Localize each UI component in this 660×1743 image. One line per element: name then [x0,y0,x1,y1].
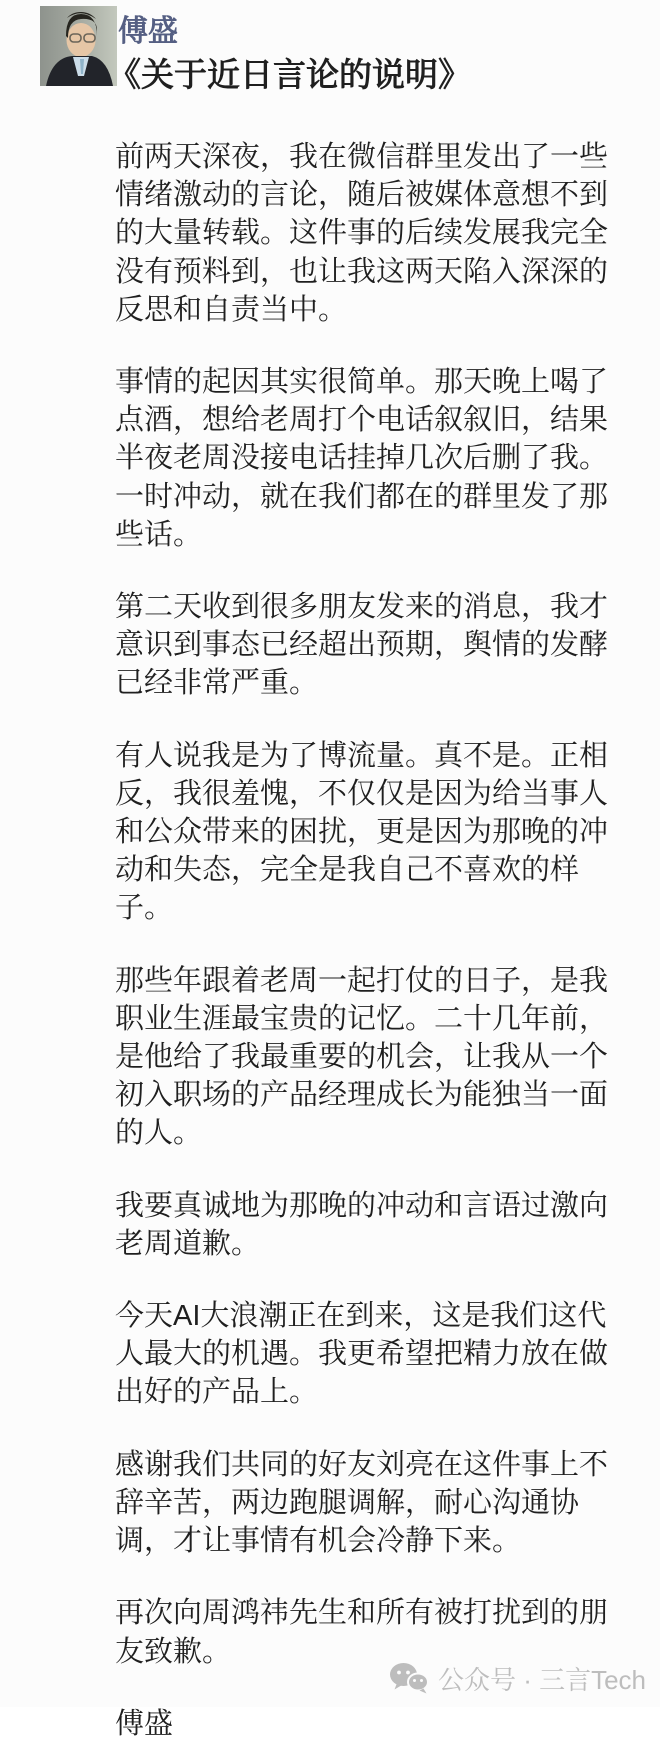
post-paragraph: 再次向周鸿祎先生和所有被打扰到的朋友致歉。 [115,1597,609,1668]
post-paragraph: 那些年跟着老周一起打仗的日子，是我职业生涯最宝贵的记忆。二十几年前，是他给了我最重要的机会，让我从一个初入职场的产品经理成长为能独当一面的人。 [115,964,609,1150]
avatar[interactable] [40,6,117,86]
watermark [389,1660,646,1697]
signature: 傅盛 [115,1707,174,1740]
watermark-label: 公众号 · 三言Tech [437,1665,646,1695]
post-paragraph: 前两天深夜，我在微信群里发出了一些情绪激动的言论，随后被媒体意想不到的大量转载。这件事的后续发展我完全没有预料到，也让我这两天陷入深深的反思和自责当中。 [115,141,609,326]
post-body [115,138,615,1743]
post-paragraph: 事情的起因其实很简单。那天晚上喝了点酒，想给老周打个电话叙叙旧，结果半夜老周没接电话挂掉几次后删了我。一时冲动，就在我们都在的群里发了那些话。 [115,366,609,551]
post-paragraph: 有人说我是为了博流量。真不是。正相反，我很羞愧，不仅仅是因为给当事人和公众带来的困扰，更是因为那晚的冲动和失态，完全是我自己不喜欢的样子。 [115,739,609,925]
post-paragraph: 今天AI大浪潮正在到来，这是我们这代人最大的机遇。我更希望把精力放在做出好的产品上。 [115,1300,609,1409]
post-paragraph: 我要真诚地为那晚的冲动和言语过激向老周道歉。 [115,1189,609,1260]
post-title: 《关于近日言论的说明》 [108,56,471,93]
author-name: 傅盛 [118,15,178,48]
post-paragraph: 第二天收到很多朋友发来的消息，我才意识到事态已经超出预期，舆情的发酵已经非常严重。 [115,591,609,700]
wechat-icon [389,1662,429,1696]
post-paragraph: 感谢我们共同的好友刘亮在这件事上不辞辛苦，两边跑腿调解，耐心沟通协调，才让事情有机会冷静下来。 [115,1448,609,1558]
avatar-portrait-image [40,6,117,86]
